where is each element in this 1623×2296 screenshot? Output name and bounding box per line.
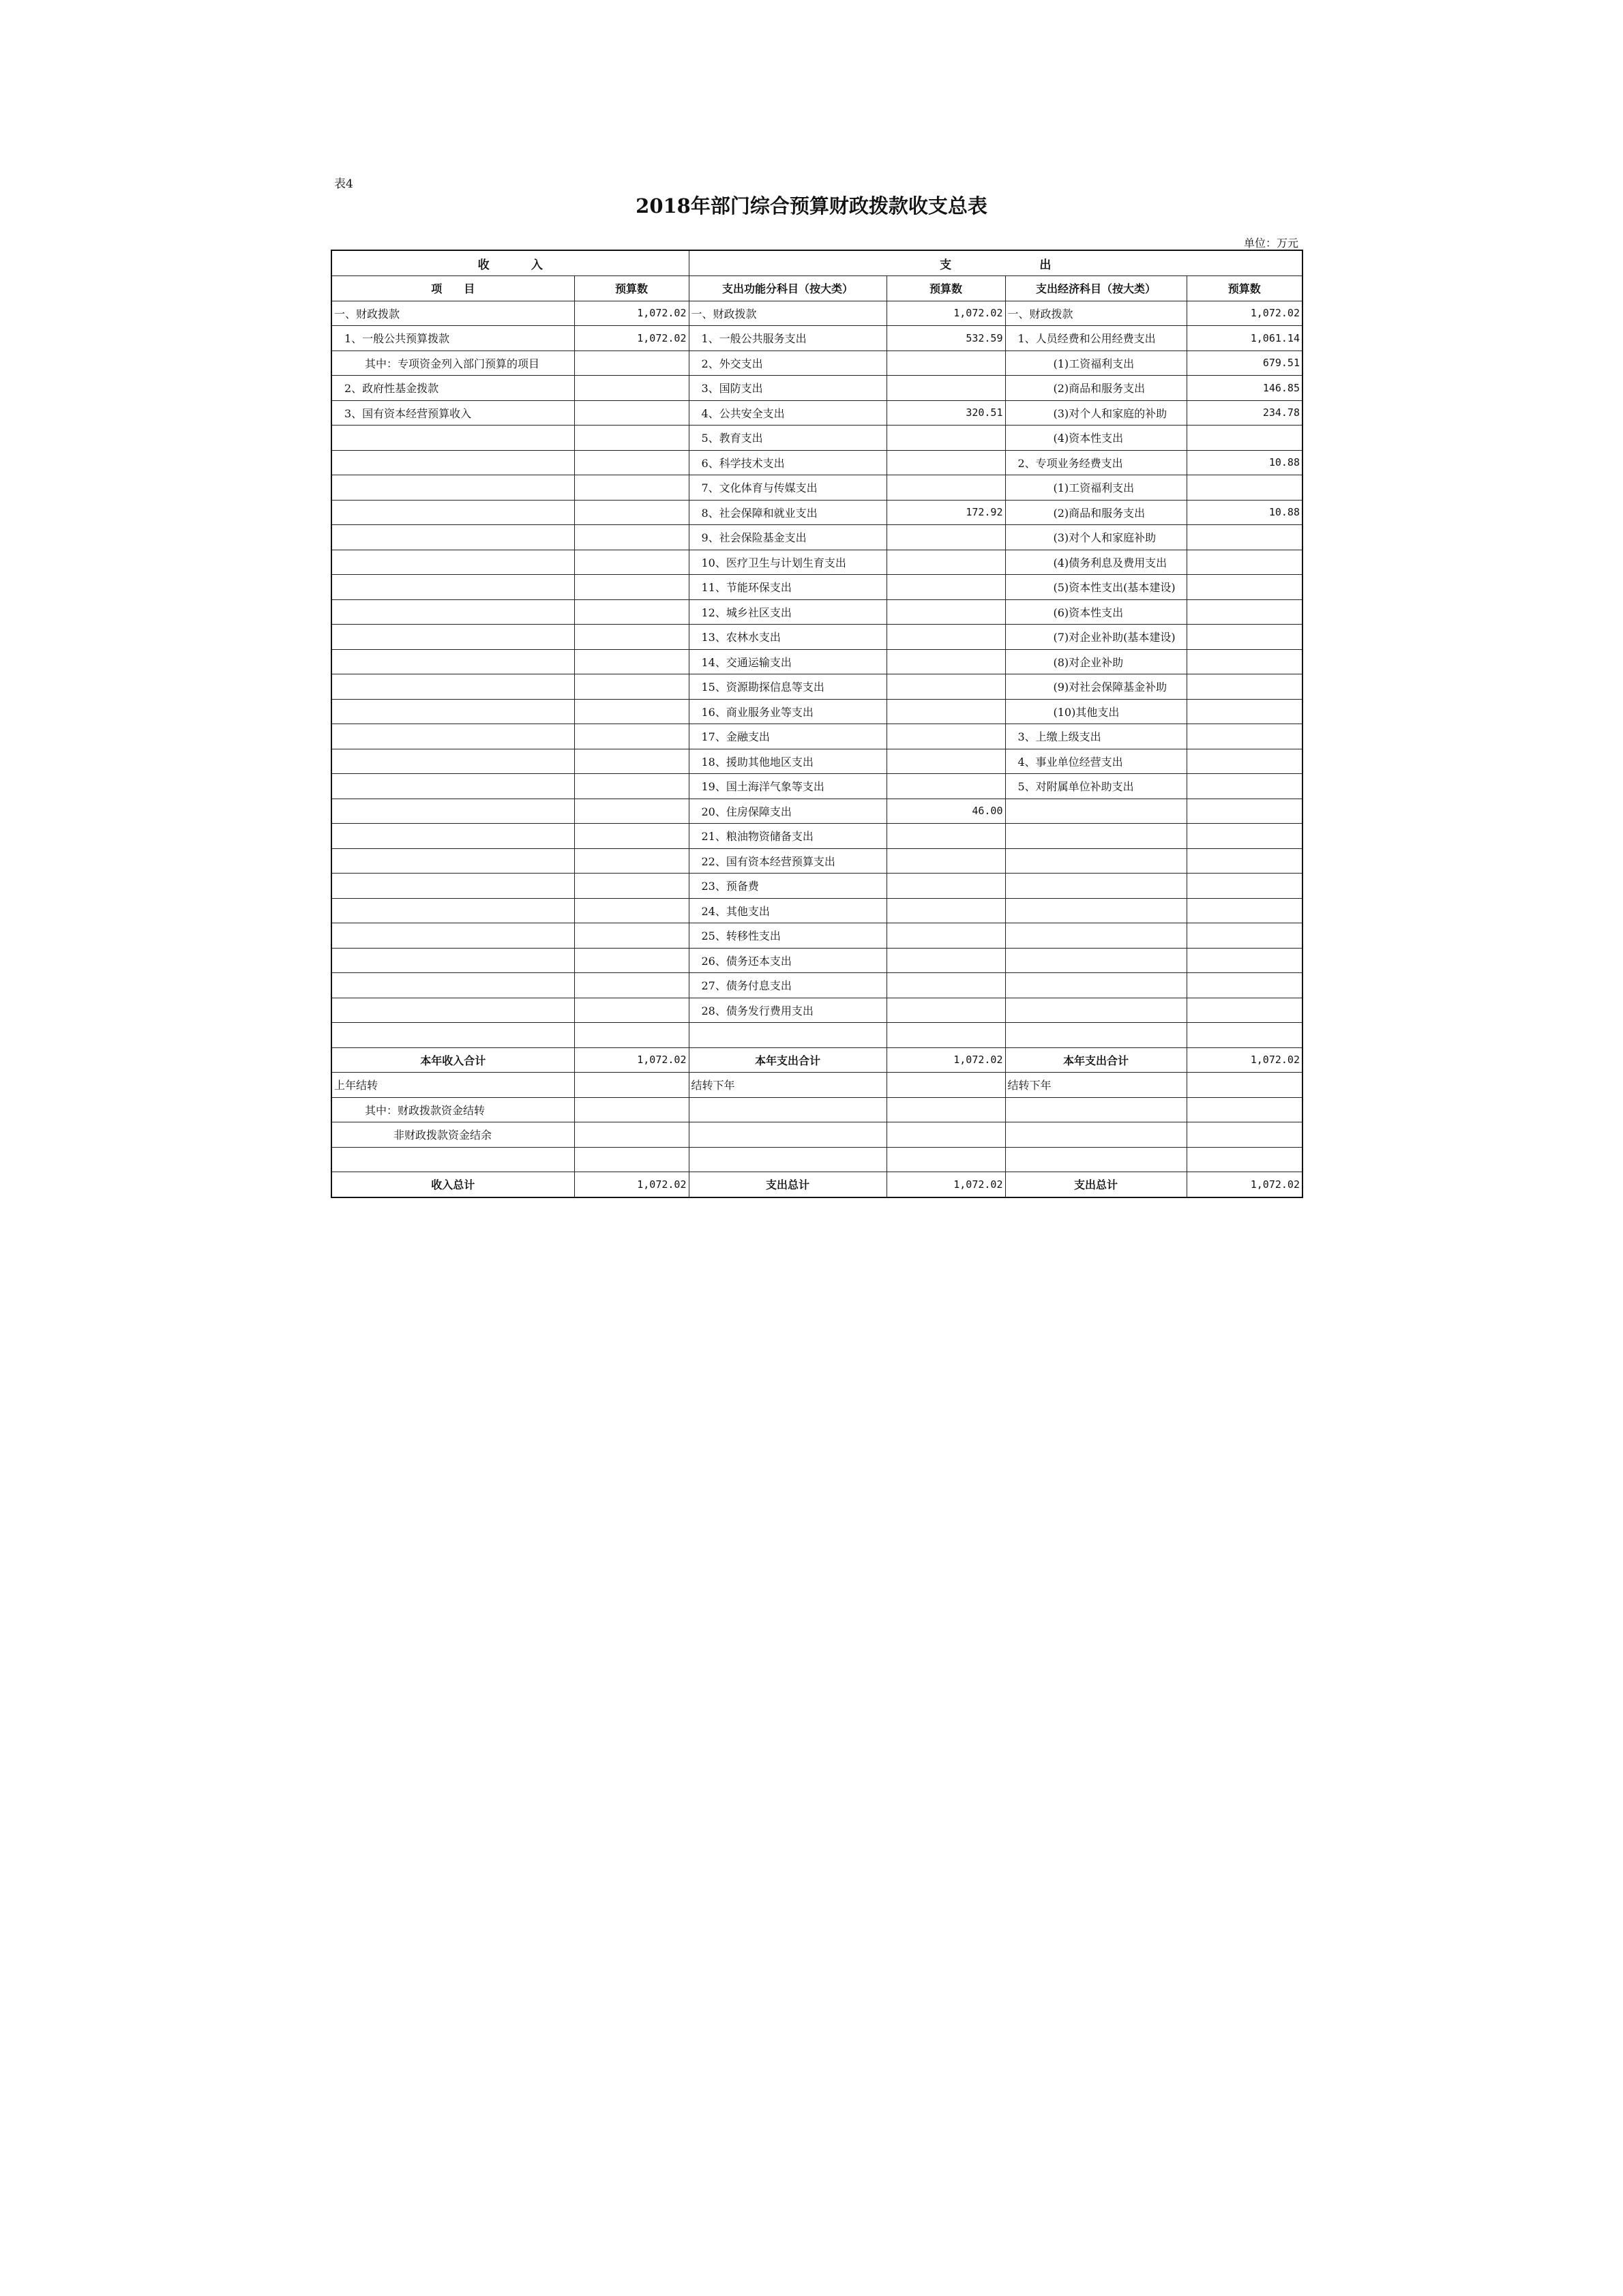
item-name-cell: 一、财政拨款	[689, 301, 887, 326]
column-header: 预算数	[887, 276, 1005, 301]
item-name-cell: 5、对附属单位补助支出	[1005, 774, 1187, 799]
budget-amount-cell	[1187, 550, 1302, 575]
item-name-cell	[1005, 998, 1187, 1023]
income-section-header	[331, 250, 689, 276]
budget-amount-cell	[887, 649, 1005, 674]
item-name-cell: 3、上缴上级支出	[1005, 724, 1187, 749]
budget-amount-cell	[887, 948, 1005, 973]
table-row	[331, 475, 1302, 501]
item-name-cell	[331, 525, 574, 550]
budget-amount-cell: 1,072.02	[1187, 301, 1302, 326]
budget-amount-cell: 320.51	[887, 400, 1005, 426]
budget-amount-cell	[1187, 1023, 1302, 1048]
item-name-cell: 其中：专项资金列入部门预算的项目	[331, 351, 574, 376]
budget-amount-cell	[887, 625, 1005, 650]
budget-amount-cell	[574, 376, 689, 401]
item-name-cell	[1005, 948, 1187, 973]
budget-amount-cell	[887, 1023, 1005, 1048]
budget-amount-cell	[574, 874, 689, 899]
budget-amount-cell	[574, 699, 689, 724]
item-name-cell: 3、国有资本经营预算收入	[331, 400, 574, 426]
table-row	[331, 1097, 1302, 1122]
column-header: 支出功能分科目（按大类）	[689, 276, 887, 301]
budget-amount-cell	[574, 774, 689, 799]
item-name-cell: 25、转移性支出	[689, 923, 887, 949]
item-name-cell	[331, 874, 574, 899]
item-name-cell: 28、债务发行费用支出	[689, 998, 887, 1023]
item-name-cell: 1、人员经费和公用经费支出	[1005, 326, 1187, 351]
budget-amount-cell	[1187, 625, 1302, 650]
budget-amount-cell	[574, 998, 689, 1023]
budget-amount-cell	[1187, 599, 1302, 625]
item-name-cell: 13、农林水支出	[689, 625, 887, 650]
item-name-cell	[1005, 1023, 1187, 1048]
item-name-cell	[331, 649, 574, 674]
item-name-cell: 支出总计	[1005, 1172, 1187, 1197]
item-name-cell	[331, 898, 574, 923]
item-name-cell: (4)资本性支出	[1005, 426, 1187, 451]
table-row	[331, 799, 1302, 824]
item-name-cell: 8、社会保障和就业支出	[689, 500, 887, 525]
item-name-cell: (9)对社会保障基金补助	[1005, 674, 1187, 700]
item-name-cell	[331, 475, 574, 501]
item-name-cell: 17、金融支出	[689, 724, 887, 749]
budget-amount-cell: 1,072.02	[574, 1172, 689, 1197]
budget-amount-cell	[574, 948, 689, 973]
table-row	[331, 848, 1302, 874]
item-name-cell: (6)资本性支出	[1005, 599, 1187, 625]
budget-amount-cell	[887, 923, 1005, 949]
table-row	[331, 326, 1302, 351]
budget-amount-cell	[1187, 749, 1302, 774]
table-number-label: 表4	[334, 177, 353, 191]
item-name-cell: 16、商业服务业等支出	[689, 699, 887, 724]
budget-amount-cell	[887, 550, 1005, 575]
table-row	[331, 674, 1302, 700]
column-header: 项 目	[331, 276, 574, 301]
budget-amount-cell	[887, 1147, 1005, 1172]
item-name-cell: 本年支出合计	[689, 1047, 887, 1073]
item-name-cell: 2、外交支出	[689, 351, 887, 376]
item-name-cell: 2、专项业务经费支出	[1005, 450, 1187, 475]
budget-amount-cell	[574, 1073, 689, 1098]
budget-amount-cell	[574, 824, 689, 849]
item-name-cell	[331, 500, 574, 525]
item-name-cell	[689, 1147, 887, 1172]
item-name-cell: 上年结转	[331, 1073, 574, 1098]
item-name-cell	[331, 699, 574, 724]
item-name-cell: 26、债务还本支出	[689, 948, 887, 973]
budget-amount-cell	[574, 400, 689, 426]
table-row	[331, 450, 1302, 475]
item-name-cell: 2、政府性基金拨款	[331, 376, 574, 401]
item-name-cell	[1005, 824, 1187, 849]
item-name-cell	[331, 550, 574, 575]
budget-amount-cell	[1187, 998, 1302, 1023]
item-name-cell: (5)资本性支出(基本建设)	[1005, 575, 1187, 600]
item-name-cell	[331, 575, 574, 600]
item-name-cell: (4)债务利息及费用支出	[1005, 550, 1187, 575]
item-name-cell: (1)工资福利支出	[1005, 351, 1187, 376]
budget-amount-cell: 46.00	[887, 799, 1005, 824]
item-name-cell: (10)其他支出	[1005, 699, 1187, 724]
budget-amount-cell	[574, 724, 689, 749]
item-name-cell: 结转下年	[1005, 1073, 1187, 1098]
item-name-cell	[1005, 1147, 1187, 1172]
item-name-cell: 本年收入合计	[331, 1047, 574, 1073]
table-row	[331, 1073, 1302, 1098]
item-name-cell: 1、一般公共服务支出	[689, 326, 887, 351]
column-header-row	[331, 276, 1302, 301]
budget-amount-cell: 679.51	[1187, 351, 1302, 376]
page-title: 2018年部门综合预算财政拨款收支总表	[636, 194, 987, 218]
budget-amount-cell	[1187, 973, 1302, 998]
budget-amount-cell	[887, 724, 1005, 749]
budget-amount-cell	[887, 351, 1005, 376]
section-char: 出	[1039, 258, 1052, 272]
item-name-cell: 22、国有资本经营预算支出	[689, 848, 887, 874]
budget-amount-cell	[887, 699, 1005, 724]
budget-amount-cell: 172.92	[887, 500, 1005, 525]
budget-amount-cell	[887, 774, 1005, 799]
budget-amount-cell	[1187, 649, 1302, 674]
item-name-cell: 12、城乡社区支出	[689, 599, 887, 625]
item-name-cell: 4、公共安全支出	[689, 400, 887, 426]
budget-amount-cell	[574, 475, 689, 501]
budget-amount-cell	[574, 575, 689, 600]
budget-amount-cell	[1187, 874, 1302, 899]
table-row	[331, 301, 1302, 326]
budget-amount-cell: 10.88	[1187, 500, 1302, 525]
budget-amount-cell	[887, 848, 1005, 874]
item-name-cell: 1、一般公共预算拨款	[331, 326, 574, 351]
budget-amount-cell	[574, 848, 689, 874]
table-row	[331, 599, 1302, 625]
item-name-cell: 其中：财政拨款资金结转	[331, 1097, 574, 1122]
item-name-cell: (3)对个人和家庭的补助	[1005, 400, 1187, 426]
item-name-cell	[331, 774, 574, 799]
budget-amount-cell	[574, 450, 689, 475]
budget-amount-cell	[1187, 923, 1302, 949]
table-row	[331, 500, 1302, 525]
item-name-cell	[1005, 1122, 1187, 1148]
item-name-cell	[689, 1023, 887, 1048]
budget-amount-cell	[887, 674, 1005, 700]
budget-amount-cell	[887, 525, 1005, 550]
item-name-cell: (8)对企业补助	[1005, 649, 1187, 674]
budget-amount-cell	[887, 973, 1005, 998]
item-name-cell: 23、预备费	[689, 874, 887, 899]
budget-amount-cell	[1187, 1122, 1302, 1148]
budget-amount-cell	[1187, 475, 1302, 501]
table-row	[331, 1047, 1302, 1073]
item-name-cell: 21、粮油物资储备支出	[689, 824, 887, 849]
budget-amount-cell	[887, 998, 1005, 1023]
budget-amount-cell	[574, 799, 689, 824]
budget-amount-cell	[1187, 724, 1302, 749]
section-char: 入	[531, 258, 543, 272]
item-name-cell	[331, 1147, 574, 1172]
item-name-cell: 27、债务付息支出	[689, 973, 887, 998]
budget-amount-cell	[1187, 674, 1302, 700]
budget-amount-cell	[574, 625, 689, 650]
budget-amount-cell	[1187, 948, 1302, 973]
item-name-cell: (2)商品和服务支出	[1005, 500, 1187, 525]
table-row	[331, 575, 1302, 600]
budget-amount-cell	[887, 450, 1005, 475]
budget-amount-cell	[1187, 525, 1302, 550]
table-row	[331, 948, 1302, 973]
budget-amount-cell	[887, 1073, 1005, 1098]
budget-amount-cell	[574, 674, 689, 700]
item-name-cell: (2)商品和服务支出	[1005, 376, 1187, 401]
item-name-cell: 20、住房保障支出	[689, 799, 887, 824]
item-name-cell: 6、科学技术支出	[689, 450, 887, 475]
budget-amount-cell	[574, 973, 689, 998]
table-row	[331, 426, 1302, 451]
item-name-cell	[1005, 1097, 1187, 1122]
table-row	[331, 1147, 1302, 1172]
budget-amount-cell	[887, 575, 1005, 600]
budget-amount-cell	[887, 1097, 1005, 1122]
budget-amount-cell	[887, 898, 1005, 923]
item-name-cell: (3)对个人和家庭补助	[1005, 525, 1187, 550]
budget-amount-cell	[574, 426, 689, 451]
budget-amount-cell: 1,072.02	[574, 326, 689, 351]
budget-amount-cell: 1,072.02	[574, 301, 689, 326]
budget-amount-cell	[574, 1147, 689, 1172]
item-name-cell: 结转下年	[689, 1073, 887, 1098]
table-row	[331, 774, 1302, 799]
budget-amount-cell: 146.85	[1187, 376, 1302, 401]
item-name-cell	[331, 724, 574, 749]
item-name-cell: 15、资源勘探信息等支出	[689, 674, 887, 700]
budget-amount-cell	[574, 550, 689, 575]
item-name-cell: 支出总计	[689, 1172, 887, 1197]
budget-amount-cell: 234.78	[1187, 400, 1302, 426]
budget-amount-cell	[1187, 575, 1302, 600]
expense-section-header	[689, 250, 1302, 276]
item-name-cell	[331, 973, 574, 998]
table-row	[331, 973, 1302, 998]
column-header: 预算数	[574, 276, 689, 301]
item-name-cell: 一、财政拨款	[1005, 301, 1187, 326]
table-row	[331, 874, 1302, 899]
item-name-cell	[331, 824, 574, 849]
budget-amount-cell	[1187, 898, 1302, 923]
item-name-cell	[331, 1023, 574, 1048]
budget-amount-cell	[574, 1097, 689, 1122]
table-row	[331, 998, 1302, 1023]
budget-amount-cell	[887, 749, 1005, 774]
table-row	[331, 376, 1302, 401]
table-row	[331, 724, 1302, 749]
item-name-cell: 7、文化体育与传媒支出	[689, 475, 887, 501]
budget-amount-cell	[574, 1023, 689, 1048]
budget-summary-table	[331, 250, 1303, 1198]
budget-amount-cell	[887, 1122, 1005, 1148]
item-name-cell: 收入总计	[331, 1172, 574, 1197]
budget-amount-cell	[887, 599, 1005, 625]
table-row	[331, 649, 1302, 674]
item-name-cell	[689, 1097, 887, 1122]
budget-amount-cell	[887, 475, 1005, 501]
budget-amount-cell	[574, 923, 689, 949]
budget-amount-cell	[887, 426, 1005, 451]
item-name-cell	[1005, 799, 1187, 824]
item-name-cell: 9、社会保险基金支出	[689, 525, 887, 550]
column-header: 支出经济科目（按大类）	[1005, 276, 1187, 301]
budget-amount-cell	[1187, 426, 1302, 451]
budget-amount-cell	[1187, 799, 1302, 824]
item-name-cell: 非财政拨款资金结余	[331, 1122, 574, 1148]
item-name-cell: 18、援助其他地区支出	[689, 749, 887, 774]
item-name-cell: 3、国防支出	[689, 376, 887, 401]
item-name-cell	[1005, 848, 1187, 874]
item-name-cell: 本年支出合计	[1005, 1047, 1187, 1073]
budget-amount-cell	[887, 376, 1005, 401]
item-name-cell	[1005, 973, 1187, 998]
item-name-cell: (1)工资福利支出	[1005, 475, 1187, 501]
budget-amount-cell	[574, 500, 689, 525]
table-row	[331, 749, 1302, 774]
item-name-cell	[1005, 874, 1187, 899]
item-name-cell	[331, 426, 574, 451]
budget-amount-cell	[1187, 824, 1302, 849]
budget-amount-cell	[574, 898, 689, 923]
item-name-cell: 一、财政拨款	[331, 301, 574, 326]
budget-amount-cell	[574, 749, 689, 774]
budget-amount-cell	[574, 525, 689, 550]
budget-amount-cell: 1,072.02	[1187, 1047, 1302, 1073]
item-name-cell	[331, 749, 574, 774]
item-name-cell: 5、教育支出	[689, 426, 887, 451]
item-name-cell	[331, 599, 574, 625]
item-name-cell	[331, 450, 574, 475]
item-name-cell	[331, 948, 574, 973]
budget-amount-cell: 1,061.14	[1187, 326, 1302, 351]
budget-amount-cell	[1187, 699, 1302, 724]
budget-amount-cell: 1,072.02	[887, 1047, 1005, 1073]
item-name-cell: 24、其他支出	[689, 898, 887, 923]
table-row	[331, 550, 1302, 575]
table-row	[331, 898, 1302, 923]
table-row	[331, 400, 1302, 426]
table-row	[331, 824, 1302, 849]
item-name-cell	[1005, 898, 1187, 923]
item-name-cell: 10、医疗卫生与计划生育支出	[689, 550, 887, 575]
item-name-cell	[331, 848, 574, 874]
budget-amount-cell	[574, 649, 689, 674]
budget-amount-cell: 10.88	[1187, 450, 1302, 475]
table-row	[331, 625, 1302, 650]
item-name-cell	[689, 1122, 887, 1148]
table-row	[331, 1172, 1302, 1197]
budget-amount-cell	[1187, 1147, 1302, 1172]
budget-amount-cell	[1187, 848, 1302, 874]
table-row	[331, 699, 1302, 724]
item-name-cell	[331, 923, 574, 949]
item-name-cell	[331, 625, 574, 650]
budget-amount-cell	[1187, 774, 1302, 799]
item-name-cell	[331, 674, 574, 700]
item-name-cell: 11、节能环保支出	[689, 575, 887, 600]
table-row	[331, 351, 1302, 376]
budget-amount-cell	[887, 874, 1005, 899]
item-name-cell: (7)对企业补助(基本建设)	[1005, 625, 1187, 650]
budget-amount-cell: 1,072.02	[887, 1172, 1005, 1197]
item-name-cell: 14、交通运输支出	[689, 649, 887, 674]
table-row	[331, 525, 1302, 550]
budget-amount-cell: 1,072.02	[1187, 1172, 1302, 1197]
section-char: 支	[940, 258, 952, 272]
budget-amount-cell	[574, 599, 689, 625]
table-row	[331, 1122, 1302, 1148]
budget-amount-cell: 532.59	[887, 326, 1005, 351]
table-row	[331, 923, 1302, 949]
item-name-cell: 19、国土海洋气象等支出	[689, 774, 887, 799]
item-name-cell	[1005, 923, 1187, 949]
item-name-cell: 4、事业单位经营支出	[1005, 749, 1187, 774]
column-header: 预算数	[1187, 276, 1302, 301]
budget-amount-cell: 1,072.02	[887, 301, 1005, 326]
budget-amount-cell: 1,072.02	[574, 1047, 689, 1073]
item-name-cell	[331, 998, 574, 1023]
budget-amount-cell	[574, 351, 689, 376]
budget-amount-cell	[887, 824, 1005, 849]
budget-amount-cell	[574, 1122, 689, 1148]
section-char: 收	[477, 258, 490, 272]
item-name-cell	[331, 799, 574, 824]
table-row	[331, 1023, 1302, 1048]
budget-amount-cell	[1187, 1073, 1302, 1098]
unit-label: 单位：万元	[1243, 237, 1298, 250]
section-header-row	[331, 250, 1302, 276]
budget-amount-cell	[1187, 1097, 1302, 1122]
